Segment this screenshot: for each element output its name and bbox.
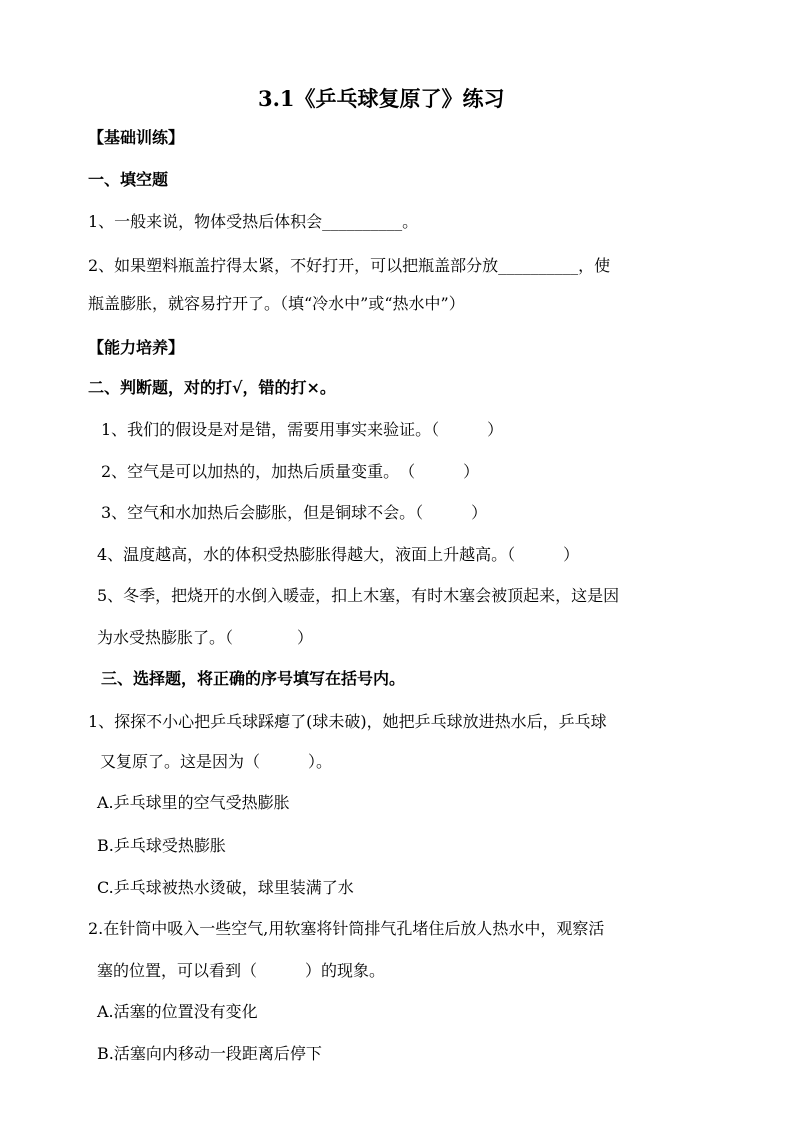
choice-question-1-option-a: A.乒乓球里的空气受热膨胀 <box>97 793 290 812</box>
fill-question-2-line1: 2、如果塑料瓶盖拧得太紧，不好打开，可以把瓶盖部分放__________，使 <box>88 256 611 275</box>
choice-question-1-option-c: C.乒乓球被热水烫破，球里装满了水 <box>97 878 354 897</box>
section-heading-basic: 【基础训练】 <box>88 128 185 147</box>
choice-question-2-line2: 塞的位置，可以看到（ ）的现象。 <box>97 961 386 980</box>
choice-question-2-option-a: A.活塞的位置没有变化 <box>97 1002 258 1021</box>
judge-question-3: 3、空气和水加热后会膨胀，但是铜球不会。（ ） <box>101 503 488 522</box>
judge-question-5-line1: 5、冬季，把烧开的水倒入暖壶，扣上木塞，有时木塞会被顶起来，这是因 <box>97 586 620 605</box>
judge-question-4: 4、温度越高，水的体积受热膨胀得越大，液面上升越高。（ ） <box>97 545 580 564</box>
choice-question-1-option-b: B.乒乓球受热膨胀 <box>97 836 226 855</box>
choice-question-1-line1: 1、探探不小心把乒乓球踩瘪了(球未破)，她把乒乓球放进热水后，乒乓球 <box>88 712 607 731</box>
choice-question-2-option-b: B.活塞向内移动一段距离后停下 <box>97 1044 322 1063</box>
fill-blank-heading: 一、填空题 <box>88 170 169 189</box>
section-heading-ability: 【能力培养】 <box>88 338 185 357</box>
judge-question-2: 2、空气是可以加热的，加热后质量变重。 （ ） <box>101 462 480 481</box>
choice-question-1-line2: 又复原了。这是因为（ ）。 <box>100 752 333 771</box>
choice-heading: 三、选择题，将正确的序号填写在括号内。 <box>101 669 406 688</box>
judge-question-5-line2: 为水受热膨胀了。（ ） <box>97 628 314 647</box>
fill-question-1: 1、一般来说，物体受热后体积会__________。 <box>88 212 419 231</box>
page-title: 3.1《乒乓球复原了》练习 <box>258 86 505 111</box>
fill-question-2-line2: 瓶盖膨胀，就容易拧开了。（填“冷水中”或“热水中”） <box>88 294 465 313</box>
judge-heading: 二、判断题，对的打√，错的打×。 <box>88 378 336 397</box>
judge-question-1: 1、我们的假设是对是错，需要用事实来验证。（ ） <box>101 420 504 439</box>
choice-question-2-line1: 2.在针筒中吸入一些空气,用软塞将针筒排气孔堵住后放人热水中，观察活 <box>88 919 605 938</box>
